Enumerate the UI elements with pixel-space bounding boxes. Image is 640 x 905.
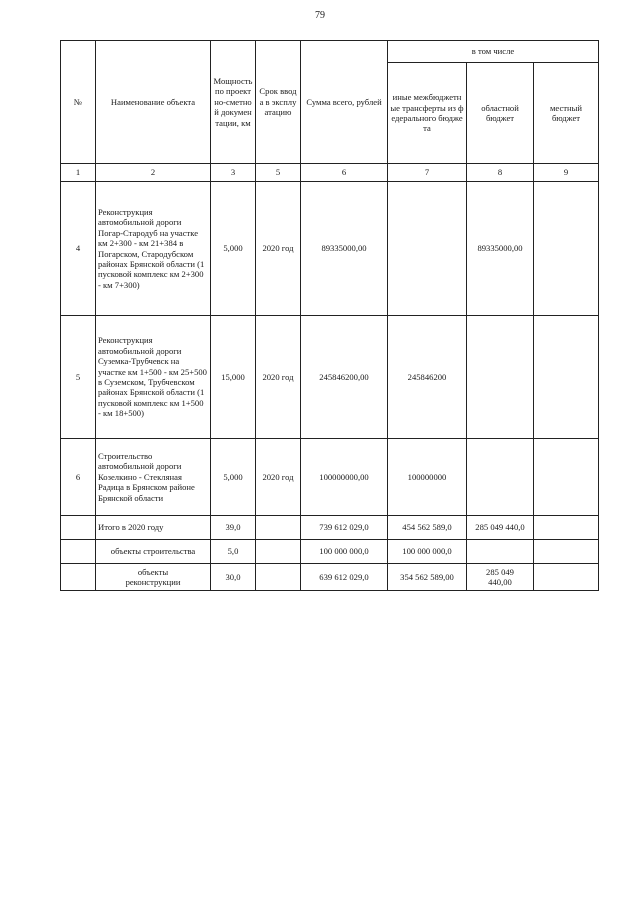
subtotal-power-text: 30,0 (225, 571, 241, 582)
total-row-sum (300, 515, 388, 540)
subtotal-row-local (533, 563, 599, 591)
table-row-num (60, 438, 96, 516)
total-name-text: Итого в 2020 году (98, 522, 164, 533)
subtotal-row-federal (387, 539, 467, 564)
table-row-regional (466, 181, 534, 316)
subtotal-federal-text: 354 562 589,00 (400, 571, 454, 582)
table-row-sum (300, 181, 388, 316)
header-power-text: Мощность по проектно-сметной документации, км (213, 75, 253, 128)
total-row-name (95, 515, 211, 540)
subtotal-name-text: объекты реконструкции (125, 566, 181, 587)
colnum-cell (255, 163, 301, 182)
table-row-name (95, 315, 211, 439)
row-sum-text: 89335000,00 (321, 243, 367, 254)
subtotal-regional-text: 285 049 440,00 (486, 566, 514, 587)
header-regional (466, 62, 534, 164)
table-row-sum (300, 315, 388, 439)
table-row-regional (466, 438, 534, 516)
colnum-text: 7 (424, 167, 430, 178)
subtotal-row-regional (466, 563, 534, 591)
header-power (210, 40, 256, 164)
subtotal-federal-text: 100 000 000,0 (402, 546, 452, 557)
table-row-term (255, 181, 301, 316)
colnum-cell (387, 163, 467, 182)
header-including (387, 40, 599, 63)
subtotal-sum-text: 100 000 000,0 (319, 546, 369, 557)
total-row-federal (387, 515, 467, 540)
subtotal-row-sum (300, 539, 388, 564)
subtotal-row-federal (387, 563, 467, 591)
subtotal-row-name (95, 563, 211, 591)
row-federal-text: 245846200 (407, 371, 447, 382)
header-num-text: № (73, 96, 83, 107)
table-row-num (60, 181, 96, 316)
total-row-term (255, 515, 301, 540)
row-num-text: 5 (75, 371, 81, 382)
colnum-cell (210, 163, 256, 182)
subtotal-row-name (95, 539, 211, 564)
table-row-power (210, 438, 256, 516)
row-federal-text: 100000000 (407, 471, 447, 482)
subtotal-power-text: 5,0 (227, 546, 239, 557)
subtotal-row-regional (466, 539, 534, 564)
row-name-text: Реконструкция автомобильной дороги Погар-Стародуб на участке км 2+300 - км 21+384 в Погарском, Стародубском районах Брянской области (1 пусковой комплекс км 2+300 - км 7+300) (98, 206, 205, 290)
colnum-cell (95, 163, 211, 182)
total-row-regional (466, 515, 534, 540)
subtotal-row-num (60, 539, 96, 564)
row-regional-text: 89335000,00 (477, 243, 523, 254)
table-row-federal (387, 438, 467, 516)
table-row-local (533, 438, 599, 516)
colnum-cell (60, 163, 96, 182)
header-local (533, 62, 599, 164)
colnum-text: 6 (341, 167, 347, 178)
table-row-term (255, 438, 301, 516)
header-sum (300, 40, 388, 164)
header-local-text: местный бюджет (549, 102, 582, 123)
header-regional-text: областной бюджет (481, 102, 519, 123)
total-row-power (210, 515, 256, 540)
page-number: 79 (315, 10, 325, 21)
row-sum-text: 100000000,00 (319, 471, 369, 482)
colnum-cell (300, 163, 388, 182)
header-num (60, 40, 96, 164)
total-federal-text: 454 562 589,0 (402, 522, 452, 533)
table-row-sum (300, 438, 388, 516)
header-term-text: Срок ввода в эксплуатацию (259, 86, 297, 118)
row-power-text: 5,000 (223, 243, 243, 254)
total-row-local (533, 515, 599, 540)
subtotal-row-term (255, 563, 301, 591)
table-row-federal (387, 315, 467, 439)
header-including-text: в том числе (471, 46, 515, 57)
table-row-local (533, 315, 599, 439)
header-federal-text: иные межбюджетные трансферты из федерального бюджета (390, 92, 464, 134)
colnum-text: 2 (150, 167, 156, 178)
colnum-cell (533, 163, 599, 182)
row-num-text: 4 (75, 243, 81, 254)
row-power-text: 5,000 (223, 471, 243, 482)
total-power-text: 39,0 (225, 522, 241, 533)
total-regional-text: 285 049 440,0 (475, 522, 525, 533)
table-row-term (255, 315, 301, 439)
colnum-cell (466, 163, 534, 182)
header-sum-text: Сумма всего, рублей (306, 96, 382, 107)
row-term-text: 2020 год (262, 243, 294, 254)
row-power-text: 15,000 (221, 371, 245, 382)
subtotal-row-num (60, 563, 96, 591)
colnum-text: 3 (230, 167, 236, 178)
row-sum-text: 245846200,00 (319, 371, 369, 382)
subtotal-row-local (533, 539, 599, 564)
subtotal-name-text: объекты строительства (110, 546, 196, 557)
colnum-text: 5 (275, 167, 281, 178)
row-name-text: Реконструкция автомобильной дороги Суземка-Трубчевск на участке км 1+500 - км 25+500 в Суземском, Трубчевском районах Брянской области (1 пусковой комплекс км 1+500 - км 18+500) (98, 335, 207, 419)
header-name (95, 40, 211, 164)
row-num-text: 6 (75, 471, 81, 482)
header-federal (387, 62, 467, 164)
table-row-name (95, 181, 211, 316)
table-row-power (210, 181, 256, 316)
header-term (255, 40, 301, 164)
colnum-text: 9 (563, 167, 569, 178)
header-name-text: Наименование объекта (110, 96, 196, 107)
total-sum-text: 739 612 029,0 (319, 522, 369, 533)
subtotal-row-power (210, 563, 256, 591)
table-row-num (60, 315, 96, 439)
table-row-name (95, 438, 211, 516)
colnum-text: 1 (75, 167, 81, 178)
subtotal-row-power (210, 539, 256, 564)
table-row-local (533, 181, 599, 316)
row-term-text: 2020 год (262, 471, 294, 482)
colnum-text: 8 (497, 167, 503, 178)
subtotal-sum-text: 639 612 029,0 (319, 571, 369, 582)
row-name-text: Строительство автомобильной дороги Козелкино - Стекляная Радица в Брянском районе Брянской области (98, 450, 195, 503)
table-row-federal (387, 181, 467, 316)
subtotal-row-sum (300, 563, 388, 591)
row-term-text: 2020 год (262, 371, 294, 382)
table-row-power (210, 315, 256, 439)
table-row-regional (466, 315, 534, 439)
subtotal-row-term (255, 539, 301, 564)
total-row-num (60, 515, 96, 540)
